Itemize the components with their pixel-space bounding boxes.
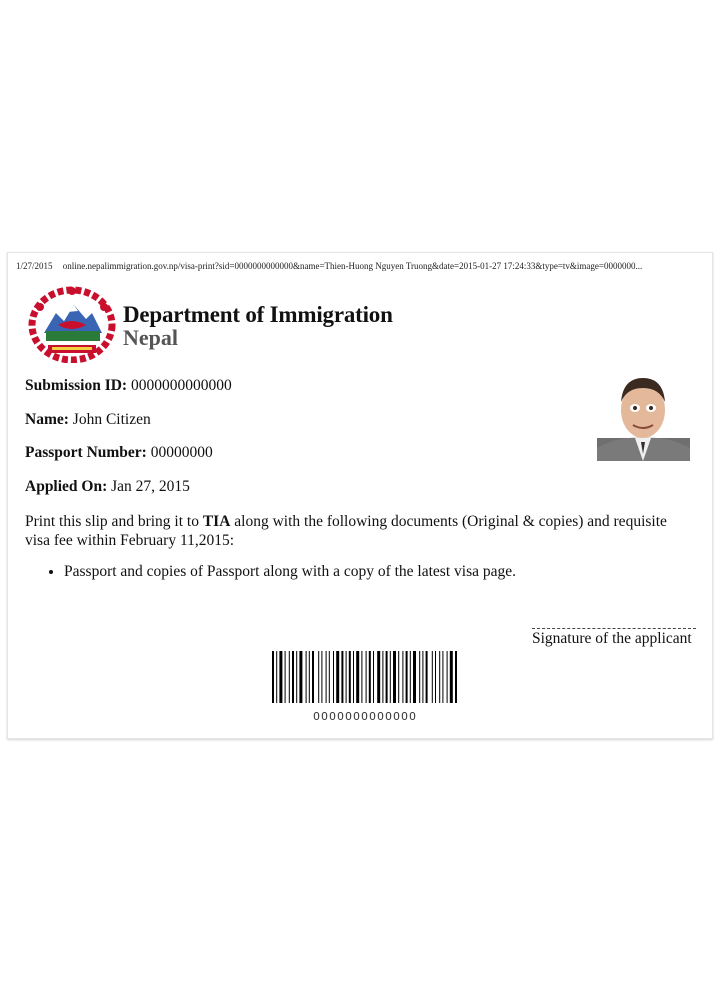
barcode-bar [333,651,334,703]
barcode-bar [318,651,319,703]
barcode-bar [432,651,433,703]
print-header [16,261,706,271]
barcode-bar [279,651,282,703]
applicant-photo [597,368,690,461]
barcode-bar [410,651,411,703]
barcode-bar [346,651,347,703]
barcode-bar [341,651,343,703]
instruction-after: along with the following documents (Original & copies) and requisite visa fee within February 11,2015: [25,513,667,549]
barcode-bar [435,651,436,703]
instruction-airport: TIA [202,513,231,530]
passport-number-label: Passport Number: [25,444,147,461]
barcode-bar [422,651,423,703]
list-item: • Passport and copies of Passport along with a copy of the latest visa page. [64,563,516,581]
barcode-bar [402,651,403,703]
barcode-bar [361,651,362,703]
print-url: online.nepalimmigration.gov.np/visa-print?sid=0000000000000&name=Thien-Huong Nguyen Truong&date=2015-01-27 17:24:33&type=tv&image=0000000... [62,261,643,271]
applied-on-label: Applied On: [25,478,108,495]
signature-label: Signature of the applicant [532,630,692,647]
barcode-bar [336,651,339,703]
barcode-bar [369,651,371,703]
barcode-bar [312,651,314,703]
name-field [25,411,151,429]
barcode-bar [353,651,354,703]
instruction-text [25,512,685,550]
passport-number-value: 00000000 [150,444,213,461]
passport-number-field [25,444,213,462]
barcode-bar [349,651,351,703]
barcode-bar [373,651,374,703]
barcode-bar [426,651,428,703]
barcode-bar [398,651,399,703]
submission-id-field [25,377,232,395]
barcode-bar [450,651,453,703]
barcode-bar [289,651,290,703]
barcode-bar [296,651,297,703]
barcode-number: 0000000000000 [313,710,417,723]
applied-on-value: Jan 27, 2015 [111,478,190,495]
barcode-bar [292,651,294,703]
barcode-bar [309,651,310,703]
required-documents-list [30,563,516,581]
barcode-bar [366,651,367,703]
barcode-bar [272,651,274,703]
barcode-bar [276,651,277,703]
barcode-bar [382,651,383,703]
barcode-bar [419,651,420,703]
visa-print-slip [7,252,713,739]
barcode-bar [326,651,327,703]
barcode-bar [306,651,307,703]
submission-id-label: Submission ID: [25,377,128,394]
barcode-bar [299,651,302,703]
applied-on-field [25,478,190,496]
barcode-bar [321,651,322,703]
name-label: Name: [25,411,69,428]
department-country: Nepal [123,325,178,350]
barcode-bar [386,651,388,703]
print-date: 1/27/2015 [16,261,53,271]
barcode-bar [356,651,359,703]
barcode-bar [455,651,457,703]
barcode-bar [390,651,391,703]
submission-id-value: 0000000000000 [130,377,232,394]
barcode-bar [406,651,408,703]
barcode-bar [442,651,443,703]
signature-line [532,628,696,629]
barcode [270,651,460,703]
barcode-bar [393,651,396,703]
instruction-before: Print this slip and bring it to [25,513,203,530]
department-title: Department of Immigration [123,302,393,327]
barcode-bar [285,651,286,703]
barcode-bar [439,651,440,703]
barcode-bar [447,651,448,703]
barcode-bar [377,651,380,703]
name-value: John Citizen [72,411,151,428]
barcode-bar [329,651,330,703]
nepal-emblem-icon [26,283,118,363]
barcode-bar [413,651,416,703]
